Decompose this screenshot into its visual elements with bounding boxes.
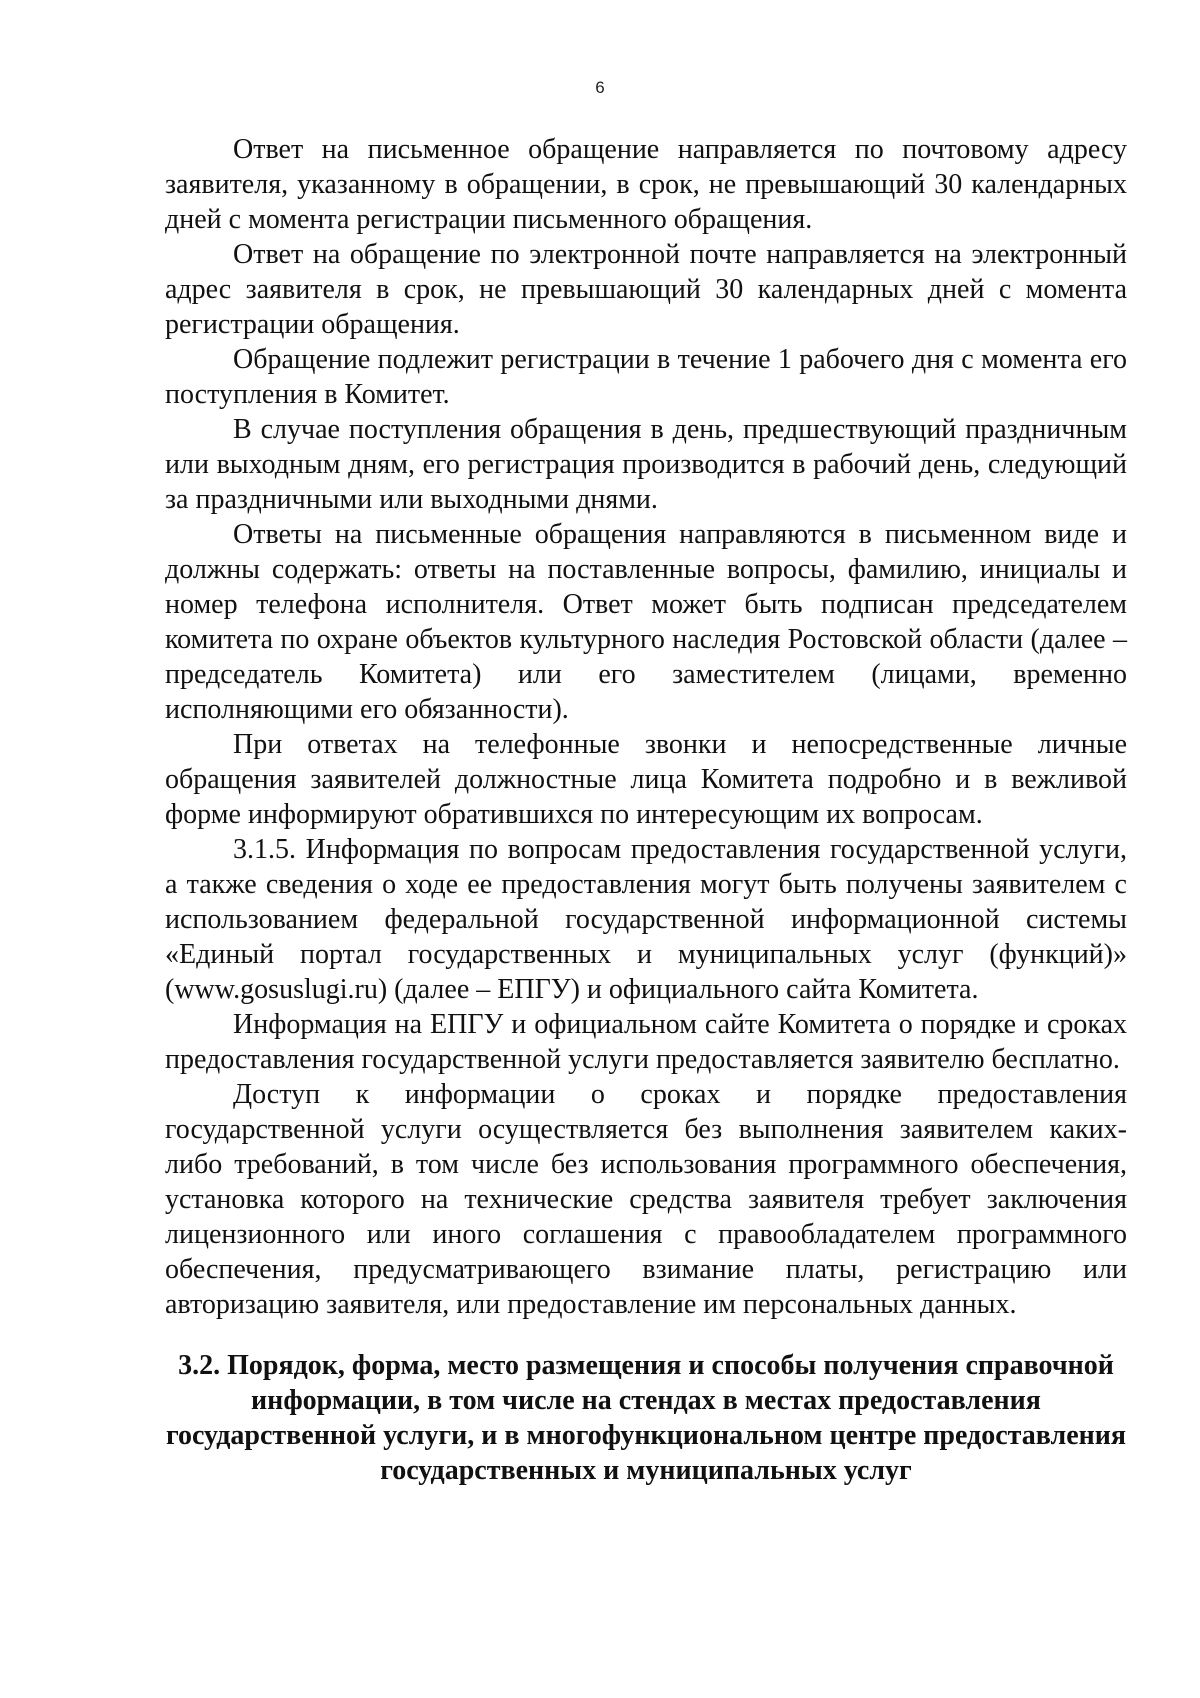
paragraph-3-1-5: 3.1.5. Информация по вопросам предоставления государственной услуги, а также сведения о ходе ее предоставления могут быть получены заявителем с использованием федеральной государственной информационной системы «Единый портал государственных и муниципальных услуг (функций)» (www.gosuslugi.ru) (далее – ЕПГУ) и официального сайта Комитета. <box>165 834 1127 1005</box>
page-number: 6 <box>595 78 605 97</box>
paragraph-free-information: Информация на ЕПГУ и официальном сайте Комитета о порядке и сроках предоставления государственной услуги предоставляется заявителю бесплатно. <box>165 1009 1127 1075</box>
paragraph-written-reply: Ответ на письменное обращение направляется по почтовому адресу заявителя, указанному в обращении, в срок, не превышающий 30 календарных дней с момента регистрации письменного обращения. <box>165 134 1127 235</box>
paragraph-reply-contents: Ответы на письменные обращения направляются в письменном виде и должны содержать: ответы на поставленные вопросы, фамилию, инициалы и номер телефона исполнителя. Ответ может быть подписан председателем комитета по охране объектов культурного наследия Ростовской области (далее – председатель Комитета) или его заместителем (лицами, временно исполняющими его обязанности). <box>165 519 1127 725</box>
section-heading-3-2: 3.2. Порядок, форма, место размещения и способы получения справочной информации, в том числе на стендах в местах предоставления государственной услуги, и в многофункциональном центре предоставления государственных и муниципальных услуг <box>165 1350 1127 1486</box>
paragraph-phone-calls: При ответах на телефонные звонки и непосредственные личные обращения заявителей должностные лица Комитета подробно и в вежливой форме информируют обратившихся по интересующим их вопросам. <box>165 729 1127 830</box>
document-body <box>165 132 1127 1322</box>
paragraph-holiday-registration: В случае поступления обращения в день, предшествующий праздничным или выходным дням, его регистрация производится в рабочий день, следующий за праздничными или выходными днями. <box>165 414 1127 515</box>
paragraph-access-to-information: Доступ к информации о сроках и порядке предоставления государственной услуги осуществляется без выполнения заявителем каких-либо требований, в том числе без использования программного обеспечения, установка которого на технические средства заявителя требует заключения лицензионного или иного соглашения с правообладателем программного обеспечения, предусматривающего взимание платы, регистрацию или авторизацию заявителя, или предоставление им персональных данных. <box>165 1079 1127 1320</box>
paragraph-registration: Обращение подлежит регистрации в течение 1 рабочего дня с момента его поступления в Комитет. <box>165 344 1127 410</box>
paragraph-email-reply: Ответ на обращение по электронной почте направляется на электронный адрес заявителя в срок, не превышающий 30 календарных дней с момента регистрации обращения. <box>165 239 1127 340</box>
